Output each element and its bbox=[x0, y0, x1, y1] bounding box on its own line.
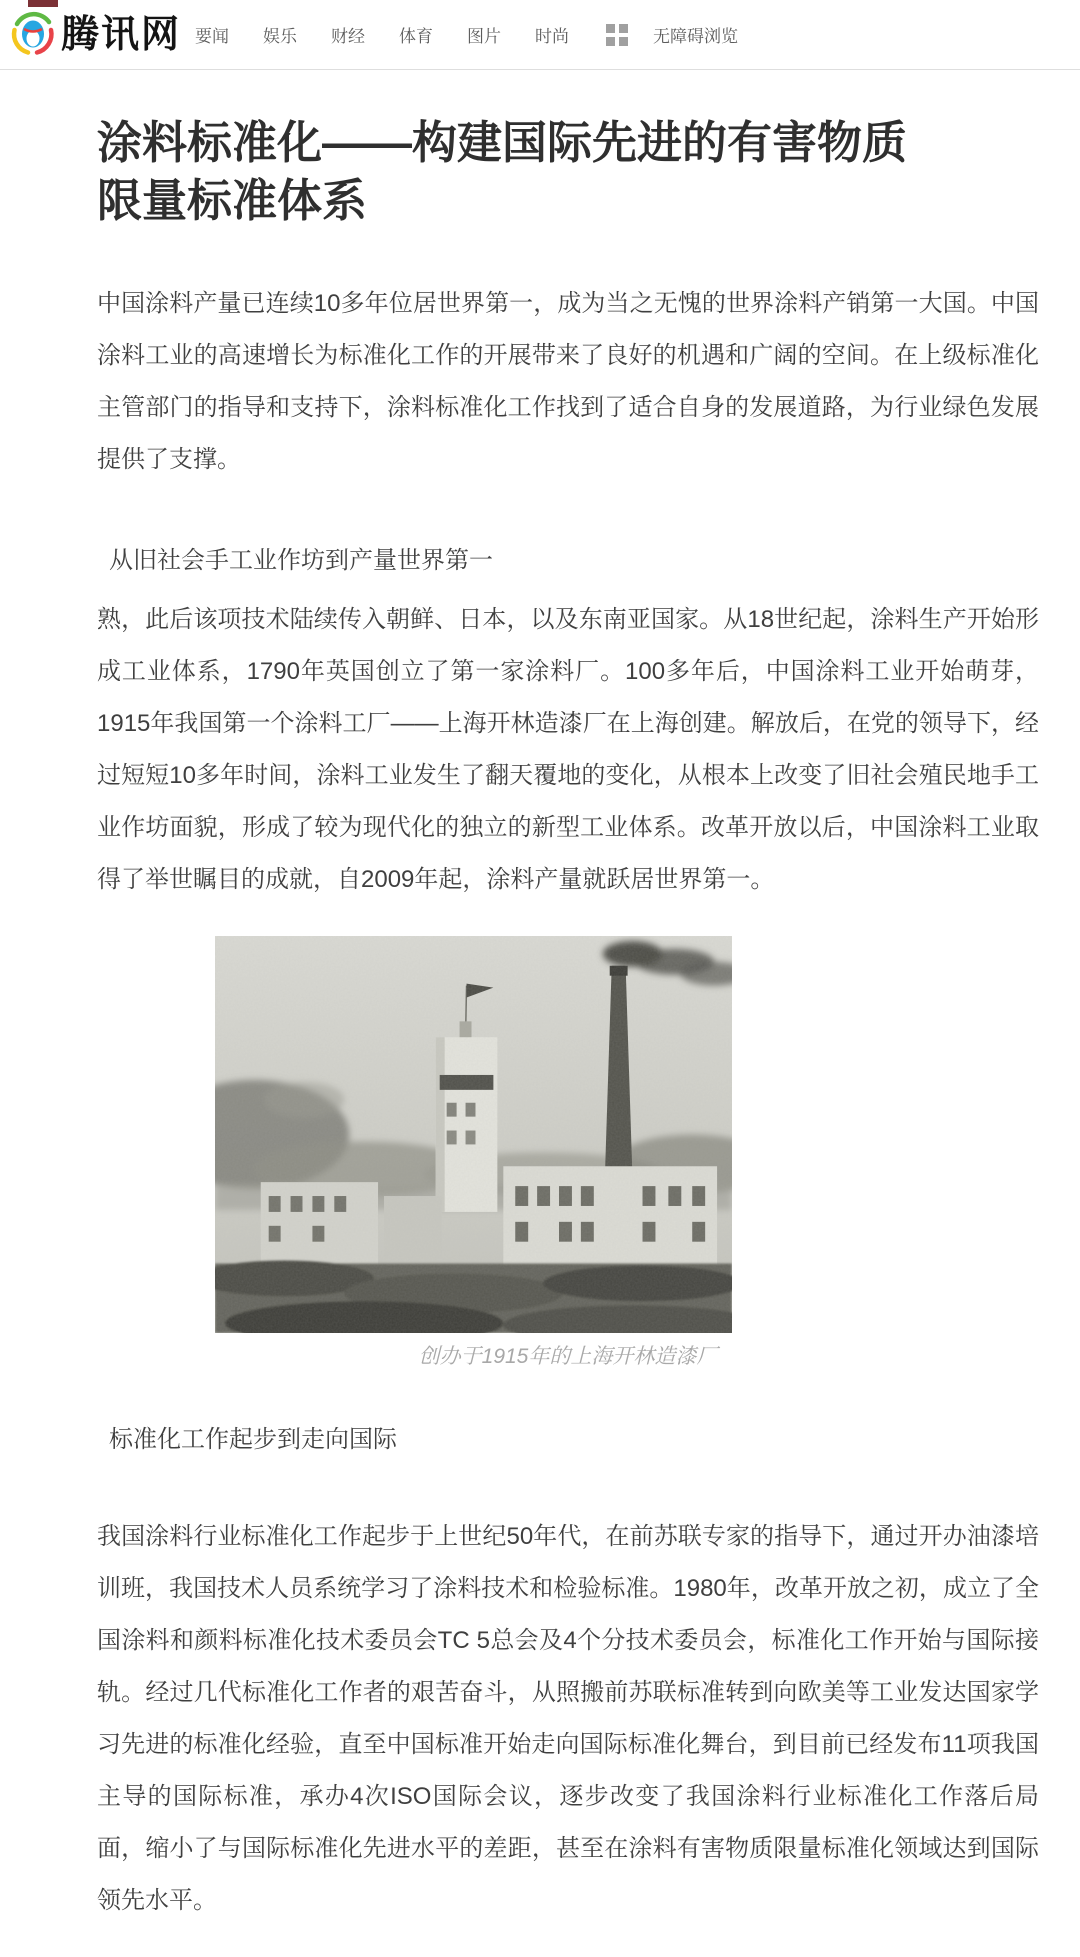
article-figure bbox=[97, 936, 1039, 1371]
article-title: 涂料标准化——构建国际先进的有害物质限量标准体系 bbox=[97, 117, 908, 226]
article-photo bbox=[215, 936, 732, 1333]
nav-item-tupian[interactable]: 图片 bbox=[467, 27, 502, 46]
nav-item-shishang[interactable]: 时尚 bbox=[535, 27, 570, 46]
section-heading-2: 标准化工作起步到走向国际 bbox=[109, 1426, 397, 1453]
tencent-penguin-logo-icon bbox=[10, 7, 56, 62]
nav-item-tiyu[interactable]: 体育 bbox=[399, 27, 434, 46]
section-2-paragraph: 我国涂料行业标准化工作起步于上世纪50年代，在前苏联专家的指导下，通过开办油漆培训班，我国技术人员系统学习了涂料技术和检验标准。1980年，改革开放之初，成立了全国涂料和颜料标准化技术委员会TC 5总会及4个分技术委员会，标准化工作开始与国际接轨。经过几代标准化工作者的艰苦奋斗，从照搬前苏联标准转到向欧美等工业发达国家学习先进的标准化经验，直至中国标准开始走向国际标准化舞台，到目前已经发布11项我国主导的国际标准，承办4次ISO国际会议，逐步改变了我国涂料行业标准化工作落后局面，缩小了与国际标准化先进水平的差距，甚至在涂料有害物质限量标准化领域达到国际领先水平。 bbox=[97, 1523, 1039, 1914]
top-edge-artifact bbox=[28, 0, 58, 7]
nav-item-caijing[interactable]: 财经 bbox=[331, 27, 366, 46]
site-name: 腾讯网 bbox=[61, 13, 182, 56]
accessibility-link[interactable]: 无障碍浏览 bbox=[653, 27, 739, 46]
nav-item-yaowen[interactable]: 要闻 bbox=[195, 27, 230, 46]
grid-icon[interactable] bbox=[606, 24, 628, 46]
article-intro-paragraph: 中国涂料产量已连续10多年位居世界第一，成为当之无愧的世界涂料产销第一大国。中国涂料工业的高速增长为标准化工作的开展带来了良好的机遇和广阔的空间。在上级标准化主管部门的指导和支持下，涂料标准化工作找到了适合自身的发展道路，为行业绿色发展提供了支撑。 bbox=[97, 290, 1039, 473]
nav-item-yule[interactable]: 娱乐 bbox=[263, 27, 298, 46]
photo-caption: 创办于1915年的上海开林造漆厂 bbox=[418, 1345, 718, 1368]
article bbox=[97, 114, 1039, 1927]
site-header bbox=[0, 0, 1080, 70]
top-nav bbox=[195, 22, 569, 47]
tencent-logo[interactable] bbox=[10, 7, 181, 62]
section-heading-1: 从旧社会手工业作坊到产量世界第一 bbox=[109, 547, 493, 574]
section-1-paragraph: 熟，此后该项技术陆续传入朝鲜、日本，以及东南亚国家。从18世纪起，涂料生产开始形成工业体系，1790年英国创立了第一家涂料厂。100多年后，中国涂料工业开始萌芽，1915年我国第一个涂料工厂——上海开林造漆厂在上海创建。解放后，在党的领导下，经过短短10多年时间，涂料工业发生了翻天覆地的变化，从根本上改变了旧社会殖民地手工业作坊面貌，形成了较为现代化的独立的新型工业体系。改革开放以后，中国涂料工业取得了举世瞩目的成就，自2009年起，涂料产量就跃居世界第一。 bbox=[97, 606, 1039, 893]
